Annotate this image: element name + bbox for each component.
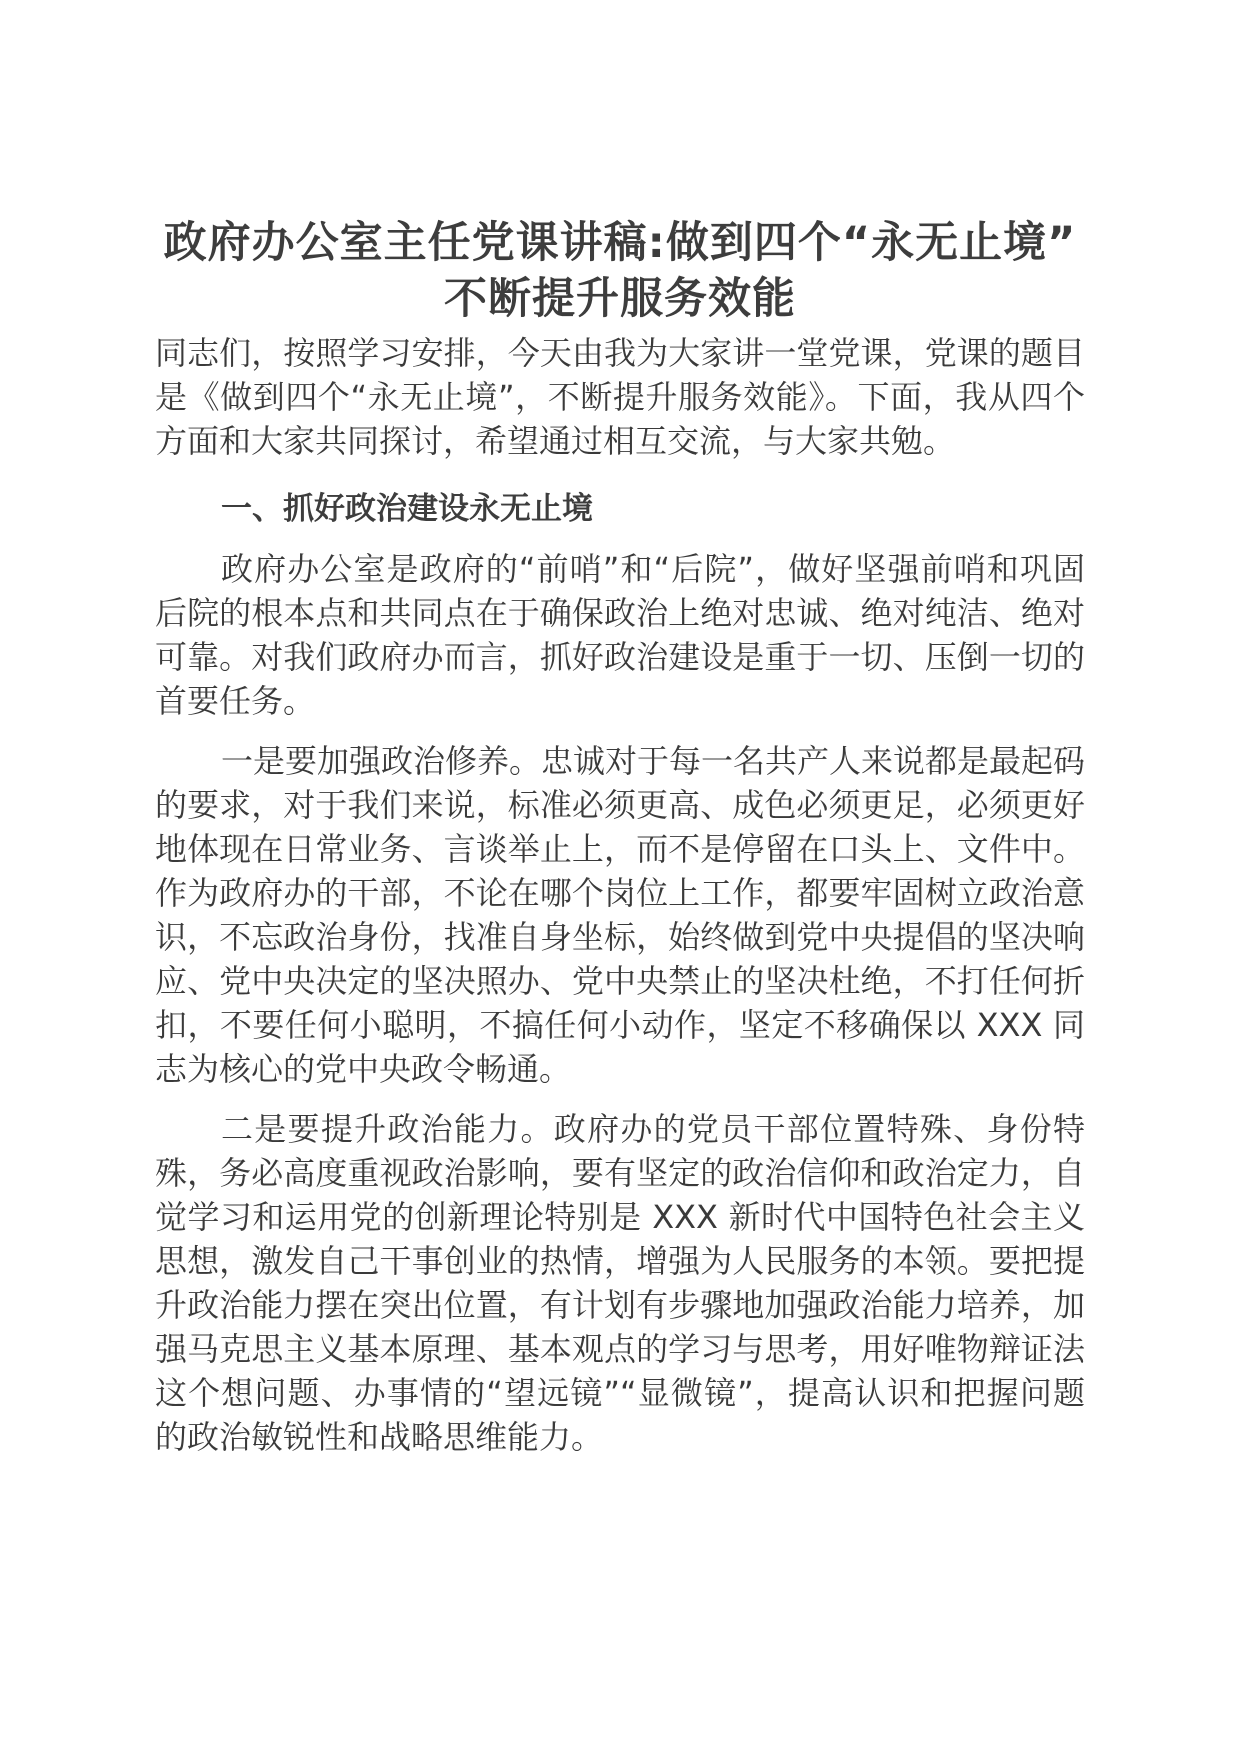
paragraph-2: 一是要加强政治修养。忠诚对于每一名共产人来说都是最起码的要求，对于我们来说，标准必须更高、成色必须更足，必须更好地体现在日常业务、言谈举止上，而不是停留在口头上、文件中。作为政府办的干部，不论在哪个岗位上工作，都要牢固树立政治意识，不忘政治身份，找准自身坐标，始终做到党中央提倡的坚决响应、党中央决定的坚决照办、党中央禁止的坚决杜绝，不打任何折扣，不要任何小聪明，不搞任何小动作，坚定不移确保以 XXX 同志为核心的党中央政令畅通。 <box>155 742 1086 1088</box>
intro-paragraph: 同志们，按照学习安排，今天由我为大家讲一堂党课，党课的题目是《做到四个“永无止境”，不断提升服务效能》。下面，我从四个方面和大家共同探讨，希望通过相互交流，与大家共勉。 <box>155 334 1085 460</box>
paragraph-3: 二是要提升政治能力。政府办的党员干部位置特殊、身份特殊，务必高度重视政治影响，要有坚定的政治信仰和政治定力，自觉学习和运用党的创新理论特别是 XXX 新时代中国特色社会主义思想，激发自己干事创业的热情，增强为人民服务的本领。要把提升政治能力摆在突出位置，有计划有步骤地加强政治能力培养，加强马克思主义基本原理、基本观点的学习与思考，用好唯物辩证法这个想问题、办事情的“望远镜”“显微镜”，提高认识和把握问题的政治敏锐性和战略思维能力。 <box>155 1110 1085 1456</box>
paragraph-1: 政府办公室是政府的“前哨”和“后院”，做好坚强前哨和巩固后院的根本点和共同点在于确保政治上绝对忠诚、绝对纯洁、绝对可靠。对我们政府办而言，抓好政治建设是重于一切、压倒一切的首要任务。 <box>155 550 1085 720</box>
document-page <box>155 215 1085 1459</box>
document-title: 政府办公室主任党课讲稿:做到四个“永无止境” 不断提升服务效能 <box>163 218 1077 324</box>
section-heading-1: 一、抓好政治建设永无止境 <box>221 491 593 527</box>
